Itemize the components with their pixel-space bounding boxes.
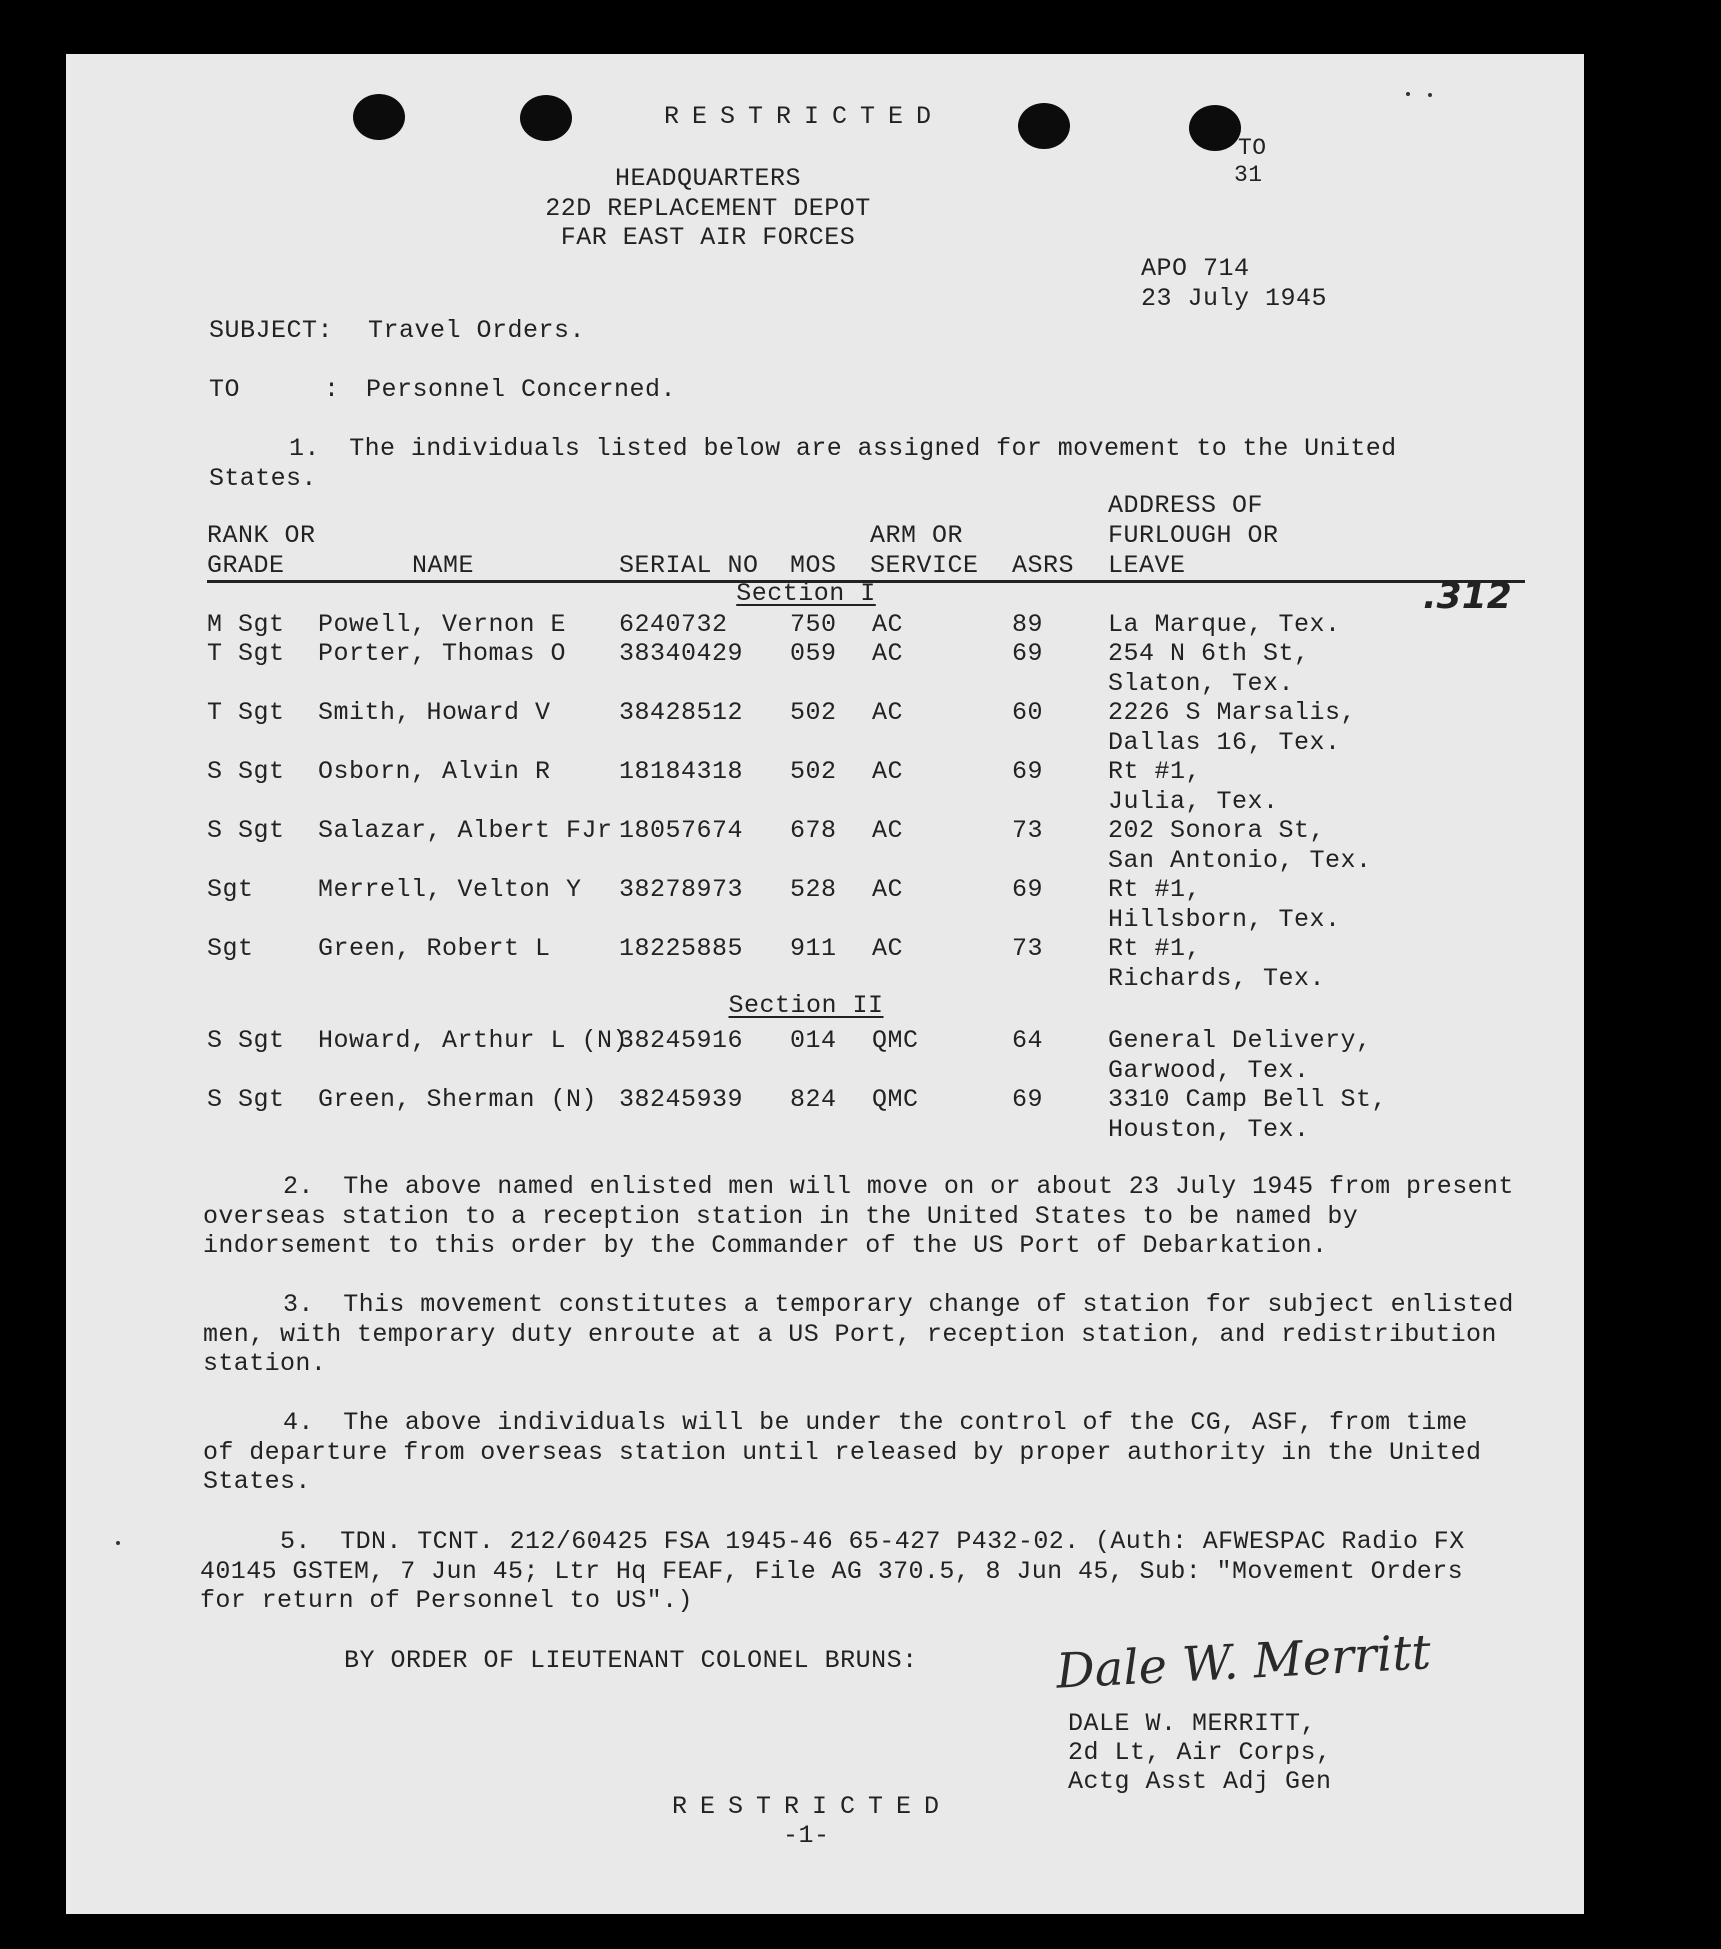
- cell-name: Green, Sherman (N): [318, 1085, 598, 1114]
- order-date: 23 July 1945: [1141, 284, 1328, 313]
- section-1-label: Section I: [736, 579, 876, 608]
- cell-name: Osborn, Alvin R: [318, 757, 551, 786]
- cell-asrs: 64: [1012, 1026, 1044, 1055]
- cell-addr1: Rt #1,: [1108, 875, 1202, 904]
- org-line-2: 22D REPLACEMENT DEPOT: [545, 194, 871, 223]
- cell-serial: 18184318: [619, 757, 744, 786]
- classification-bottom: RESTRICTED: [672, 1792, 953, 1821]
- paragraph-text: The above individuals will be under the control of the CG, ASF, from time of departure from overseas station until released by proper authority in the United States.: [203, 1408, 1482, 1496]
- cell-arm: QMC: [872, 1026, 919, 1055]
- paragraph-text: This movement constitutes a temporary change of station for subject enlisted men, with temporary duty enroute at a US Port, reception station, and redistribution station.: [203, 1290, 1514, 1378]
- to-colon: :: [324, 375, 340, 404]
- cell-name: Smith, Howard V: [318, 698, 551, 727]
- cell-serial: 18225885: [619, 934, 744, 963]
- punch-hole: [1189, 105, 1241, 151]
- cell-addr1: Rt #1,: [1108, 934, 1202, 963]
- cell-arm: AC: [872, 757, 904, 786]
- col-header-asrs: ASRS: [1012, 551, 1075, 580]
- paragraph-text: TDN. TCNT. 212/60425 FSA 1945-46 65-427 P432-02. (Auth: AFWESPAC Radio FX 40145 GSTEM, 7 Jun 45; Ltr Hq FEAF, File AG 370.5, 8 Jun 45, Sub: "Movement Orders for return of Personnel to US".): [200, 1527, 1465, 1615]
- cell-serial: 38278973: [619, 875, 744, 904]
- paragraph-number: 2.: [283, 1172, 314, 1201]
- cell-rank: S Sgt: [207, 816, 285, 845]
- cell-mos: 678: [790, 816, 837, 845]
- signer-rank: 2d Lt, Air Corps,: [1068, 1738, 1332, 1767]
- cell-rank: S Sgt: [207, 757, 285, 786]
- cell-arm: AC: [872, 816, 904, 845]
- col-header-mos: MOS: [790, 551, 837, 580]
- cell-addr1: Rt #1,: [1108, 757, 1202, 786]
- cell-mos: 750: [790, 610, 837, 639]
- speck: [116, 1541, 120, 1545]
- cell-addr2: Garwood, Tex.: [1108, 1056, 1310, 1085]
- cell-mos: 014: [790, 1026, 837, 1055]
- cell-rank: M Sgt: [207, 610, 285, 639]
- cell-asrs: 69: [1012, 757, 1044, 786]
- signature: Dale W. Merritt: [1054, 1624, 1433, 1700]
- classification-top: RESTRICTED: [664, 102, 945, 131]
- cell-asrs: 69: [1012, 1085, 1044, 1114]
- speck: [1428, 93, 1432, 97]
- cell-arm: AC: [872, 875, 904, 904]
- apo-number: APO 714: [1141, 254, 1250, 283]
- col-header-arm-2: SERVICE: [870, 551, 979, 580]
- cell-asrs: 73: [1012, 816, 1044, 845]
- cell-addr1: 202 Sonora St,: [1108, 816, 1326, 845]
- document-page: [66, 54, 1584, 1914]
- cell-rank: S Sgt: [207, 1026, 285, 1055]
- margin-number: .312: [1423, 576, 1512, 617]
- cell-addr1: General Delivery,: [1108, 1026, 1372, 1055]
- cell-mos: 502: [790, 698, 837, 727]
- cell-addr1: 3310 Camp Bell St,: [1108, 1085, 1388, 1114]
- punch-hole: [520, 95, 572, 141]
- cell-serial: 18057674: [619, 816, 744, 845]
- cell-name: Green, Robert L: [318, 934, 551, 963]
- cell-mos: 528: [790, 875, 837, 904]
- paragraph-number: 5.: [280, 1527, 311, 1556]
- cell-name: Porter, Thomas O: [318, 639, 567, 668]
- cell-addr2: Slaton, Tex.: [1108, 669, 1295, 698]
- cell-mos: 911: [790, 934, 837, 963]
- file-mark-number: 31: [1234, 162, 1263, 188]
- cell-asrs: 69: [1012, 875, 1044, 904]
- org-line-1: HEADQUARTERS: [614, 164, 802, 193]
- cell-arm: AC: [872, 610, 904, 639]
- cell-rank: T Sgt: [207, 639, 285, 668]
- org-line-3: FAR EAST AIR FORCES: [560, 223, 856, 252]
- paragraph-number: 1.: [289, 434, 320, 463]
- cell-serial: 38245939: [619, 1085, 744, 1114]
- col-header-rank-1: RANK OR: [207, 521, 316, 550]
- signer-title: Actg Asst Adj Gen: [1068, 1767, 1332, 1796]
- paragraph-2: [203, 1172, 1533, 1261]
- page-number: -1-: [783, 1821, 830, 1850]
- paragraph-number: 4.: [283, 1408, 314, 1437]
- cell-addr1: 254 N 6th St,: [1108, 639, 1310, 668]
- cell-rank: T Sgt: [207, 698, 285, 727]
- cell-rank: Sgt: [207, 934, 254, 963]
- subject-value: Travel Orders.: [368, 316, 586, 345]
- punch-hole: [1018, 103, 1070, 149]
- cell-arm: AC: [872, 698, 904, 727]
- paragraph-5: [200, 1527, 1520, 1616]
- cell-addr2: Julia, Tex.: [1108, 787, 1279, 816]
- speck: [1406, 92, 1410, 96]
- col-header-address-3: LEAVE: [1108, 551, 1186, 580]
- cell-name: Powell, Vernon E: [318, 610, 567, 639]
- cell-addr2: Richards, Tex.: [1108, 964, 1326, 993]
- cell-addr2: San Antonio, Tex.: [1108, 846, 1372, 875]
- paragraph-number: 3.: [283, 1290, 314, 1319]
- col-header-rank-2: GRADE: [207, 551, 285, 580]
- paragraph-text: The individuals listed below are assigned for movement to the United States.: [209, 434, 1397, 493]
- subject-label: SUBJECT:: [209, 316, 334, 345]
- punch-hole: [353, 94, 405, 140]
- cell-arm: QMC: [872, 1085, 919, 1114]
- section-2-label: Section II: [728, 991, 884, 1020]
- cell-asrs: 89: [1012, 610, 1044, 639]
- cell-name: Merrell, Velton Y: [318, 875, 582, 904]
- cell-addr1: 2226 S Marsalis,: [1108, 698, 1357, 727]
- paragraph-text: The above named enlisted men will move on or about 23 July 1945 from present overseas station to a reception station in the United States to be named by indorsement to this order by the Commander of the US Port of Debarkation.: [203, 1172, 1514, 1260]
- cell-mos: 502: [790, 757, 837, 786]
- cell-addr2: Dallas 16, Tex.: [1108, 728, 1341, 757]
- paragraph-3: [203, 1290, 1523, 1379]
- paragraph-4: [203, 1408, 1503, 1497]
- col-header-name: NAME: [412, 551, 475, 580]
- cell-rank: Sgt: [207, 875, 254, 904]
- by-order-line: BY ORDER OF LIEUTENANT COLONEL BRUNS:: [344, 1646, 918, 1675]
- to-value: Personnel Concerned.: [366, 375, 677, 404]
- col-header-address-1: ADDRESS OF: [1108, 491, 1264, 520]
- cell-mos: 059: [790, 639, 837, 668]
- col-header-arm-1: ARM OR: [870, 521, 964, 550]
- cell-asrs: 60: [1012, 698, 1044, 727]
- cell-arm: AC: [872, 639, 904, 668]
- to-label: TO: [209, 375, 241, 404]
- cell-asrs: 69: [1012, 639, 1044, 668]
- signer-name: DALE W. MERRITT,: [1068, 1709, 1317, 1738]
- cell-name: Salazar, Albert FJr: [318, 816, 613, 845]
- file-mark-to: TO: [1238, 135, 1267, 161]
- col-header-address-2: FURLOUGH OR: [1108, 521, 1279, 550]
- cell-arm: AC: [872, 934, 904, 963]
- cell-serial: 38428512: [619, 698, 744, 727]
- cell-serial: 38340429: [619, 639, 744, 668]
- cell-rank: S Sgt: [207, 1085, 285, 1114]
- cell-serial: 38245916: [619, 1026, 744, 1055]
- paragraph-1: [209, 434, 1509, 493]
- cell-serial: 6240732: [619, 610, 728, 639]
- cell-mos: 824: [790, 1085, 837, 1114]
- cell-name: Howard, Arthur L (N): [318, 1026, 629, 1055]
- cell-addr2: Hillsborn, Tex.: [1108, 905, 1341, 934]
- col-header-serial: SERIAL NO: [619, 551, 759, 580]
- cell-addr2: Houston, Tex.: [1108, 1115, 1310, 1144]
- cell-addr1: La Marque, Tex.: [1108, 610, 1341, 639]
- cell-asrs: 73: [1012, 934, 1044, 963]
